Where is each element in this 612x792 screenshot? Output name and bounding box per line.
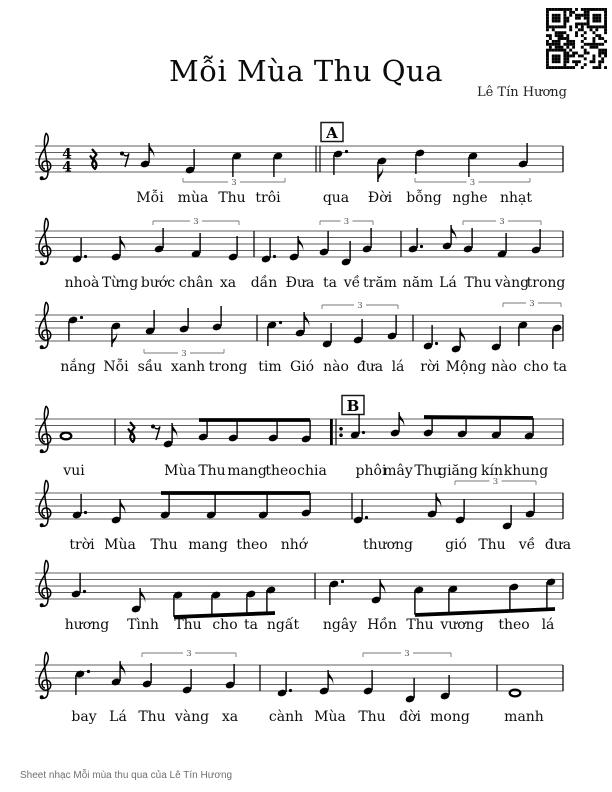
augmentation-dot (273, 255, 276, 258)
composer-name: Lê Tín Hương (476, 85, 567, 100)
lyric-syllable: nào (323, 359, 349, 375)
staff-system-3 (33, 291, 581, 379)
triplet-number: 3 (469, 178, 476, 188)
lyric-syllable: Mùa (104, 537, 136, 553)
lyric-syllable: bước (140, 275, 176, 291)
treble-clef-icon (39, 218, 51, 265)
lyric-syllable: Thu (464, 275, 492, 291)
triplet-number: 3 (492, 477, 499, 487)
lyric-syllable: Gió (289, 359, 315, 375)
lyric-syllable: ta (323, 275, 337, 291)
lyric-syllable: Lá (109, 709, 127, 725)
lyric-syllable: vương (440, 617, 484, 633)
lyric-syllable: nắng (60, 359, 96, 375)
lyric-syllable: Thu (478, 537, 506, 553)
lyric-syllable: Đưa (285, 275, 315, 291)
lyric-syllable: ta (244, 617, 258, 633)
lyric-syllable: ngất (266, 617, 300, 633)
lyric-syllable: xa (221, 709, 239, 725)
eighth-flag (304, 312, 309, 327)
eighth-flag (378, 167, 383, 182)
triplet-number: 3 (186, 649, 192, 659)
lyric-syllable: xanh (170, 359, 206, 375)
repeat-dot (339, 433, 343, 437)
lyric-syllable: Đời (367, 190, 393, 206)
lyric-syllable: ta (553, 359, 567, 375)
lyric-syllable: sầu (137, 359, 163, 375)
lyric-syllable: trời (69, 537, 95, 553)
lyric-syllable: Thu (406, 617, 434, 633)
augmentation-dot (420, 245, 423, 248)
augmentation-dot (83, 590, 86, 593)
lyric-syllable: trăm (363, 275, 397, 291)
lyric-syllable: về (518, 537, 536, 553)
lyric-syllable: theo (236, 537, 268, 553)
lyric-syllable: đời (399, 709, 421, 725)
lyric-syllable: Lá (439, 275, 457, 291)
whole-note-head (510, 690, 521, 697)
augmentation-dot (279, 321, 282, 324)
lyric-syllable: thương (362, 537, 414, 553)
eighth-flag (120, 661, 125, 676)
augmentation-dot (365, 516, 368, 519)
lyric-syllable: Hồn (367, 617, 397, 633)
lyric-syllable: qua (322, 190, 350, 206)
time-signature-bottom: 4 (62, 159, 72, 176)
eighth-rest (124, 154, 129, 168)
lyric-syllable: vàng (174, 709, 210, 725)
treble-clef-icon (39, 560, 51, 607)
treble-clef-icon (39, 133, 51, 180)
lyric-syllable: đưa (544, 537, 572, 553)
lyric-syllable: bỗng (406, 190, 442, 206)
triplet-number: 3 (404, 649, 410, 659)
song-title: Mỗi Mùa Thu Qua (169, 54, 443, 88)
lyric-syllable: ngây (322, 617, 358, 633)
rehearsal-mark-label: B (346, 397, 360, 415)
lyric-syllable: dần (250, 275, 278, 291)
repeat-barline (330, 419, 333, 445)
lyric-syllable: vui (63, 463, 85, 479)
lyric-syllable: đưa (356, 359, 384, 375)
lyric-syllable: kín (481, 463, 503, 479)
lyric-syllable: mây (383, 463, 413, 479)
footer-caption: Sheet nhạc Mỗi mùa thu qua của Lê Tín Hương (20, 770, 233, 781)
treble-clef-icon (39, 652, 51, 699)
lyric-syllable: giăng (438, 463, 478, 479)
qr-code (546, 8, 607, 69)
lyric-syllable: theo (498, 617, 530, 633)
time-signature-top: 4 (62, 146, 72, 163)
lyric-syllable: tim (258, 359, 282, 375)
staff-system-6 (33, 549, 581, 637)
lyric-syllable: mang (188, 537, 228, 553)
repeat-dot (339, 427, 343, 431)
lyric-syllable: cho (523, 359, 549, 375)
lyric-syllable: chia (297, 463, 327, 479)
lyric-syllable: Nỗi (103, 359, 129, 375)
lyric-syllable: nào (491, 359, 517, 375)
lyric-syllable: trong (526, 275, 566, 291)
treble-clef-icon (39, 302, 51, 349)
beam (424, 417, 533, 418)
augmentation-dot (345, 150, 348, 153)
lyric-syllable: theo (265, 463, 297, 479)
lyric-syllable: manh (504, 709, 544, 725)
treble-clef-icon (39, 480, 51, 527)
eighth-rest (155, 427, 160, 441)
lyric-syllable: hương (64, 617, 110, 633)
augmentation-dot (435, 342, 438, 345)
staff-system-2 (33, 207, 581, 295)
lyric-syllable: nhớ (280, 537, 308, 553)
lyric-syllable: nhạt (499, 190, 533, 206)
lyric-syllable: Tình (127, 617, 159, 633)
augmentation-dot (87, 670, 90, 673)
lyric-syllable: cho (212, 617, 238, 633)
eighth-rest (120, 152, 124, 156)
lyric-syllable: Thu (174, 617, 202, 633)
lyric-syllable: nghe (452, 190, 488, 206)
triplet-number: 3 (181, 349, 187, 359)
lyric-syllable: nhoà (64, 275, 100, 291)
eighth-flag (149, 143, 154, 158)
augmentation-dot (289, 689, 292, 692)
lyric-syllable: Mùa (164, 463, 196, 479)
augmentation-dot (84, 255, 87, 258)
triplet-number: 3 (357, 301, 363, 311)
lyric-syllable: khung (503, 463, 549, 479)
lyric-syllable: gió (445, 537, 467, 553)
lyric-syllable: về (343, 275, 361, 291)
lyric-syllable: mang (227, 463, 267, 479)
lyric-syllable: Thu (198, 463, 226, 479)
augmentation-dot (84, 511, 87, 514)
lyric-syllable: rời (420, 359, 440, 375)
triplet-number: 3 (529, 299, 535, 309)
lyric-syllable: Thu (218, 190, 246, 206)
lyric-syllable: Mỗi (136, 190, 164, 206)
lyric-syllable: Thu (150, 537, 178, 553)
whole-note-head (61, 433, 72, 440)
lyric-syllable: Mộng (445, 359, 487, 375)
staff-system-5 (33, 469, 581, 557)
lyric-syllable: Thu (138, 709, 166, 725)
lyric-syllable: Từng (101, 275, 139, 291)
staff-system-7 (33, 641, 581, 729)
lyric-syllable: bay (71, 709, 97, 725)
lyric-syllable: xa (219, 275, 237, 291)
augmentation-dot (362, 431, 365, 434)
lyric-syllable: mong (430, 709, 470, 725)
lyric-syllable: Mùa (314, 709, 346, 725)
lyric-syllable: lá (391, 359, 405, 375)
lyric-syllable: năm (402, 275, 434, 291)
lyric-syllable: trôi (255, 190, 281, 206)
triplet-number: 3 (343, 217, 350, 227)
augmentation-dot (341, 580, 344, 583)
rehearsal-mark-label: A (326, 124, 338, 142)
triplet-number: 3 (499, 217, 505, 227)
lyric-syllable: trong (208, 359, 248, 375)
lyric-syllable: mùa (177, 190, 209, 206)
lyric-syllable: cành (268, 709, 304, 725)
beam (415, 609, 555, 615)
triplet-number: 3 (231, 178, 237, 188)
lyric-syllable: vàng (494, 275, 530, 291)
lyric-syllable: chân (178, 275, 214, 291)
lyric-syllable: lá (541, 617, 555, 633)
augmentation-dot (80, 316, 83, 319)
triplet-number: 3 (193, 217, 199, 227)
staff-system-1 (33, 122, 581, 210)
lyric-syllable: Thu (414, 463, 442, 479)
eighth-rest (151, 425, 155, 429)
lyric-syllable: phôi (355, 463, 387, 479)
treble-clef-icon (39, 406, 51, 453)
eighth-flag (140, 588, 145, 603)
lyric-syllable: Thu (358, 709, 386, 725)
